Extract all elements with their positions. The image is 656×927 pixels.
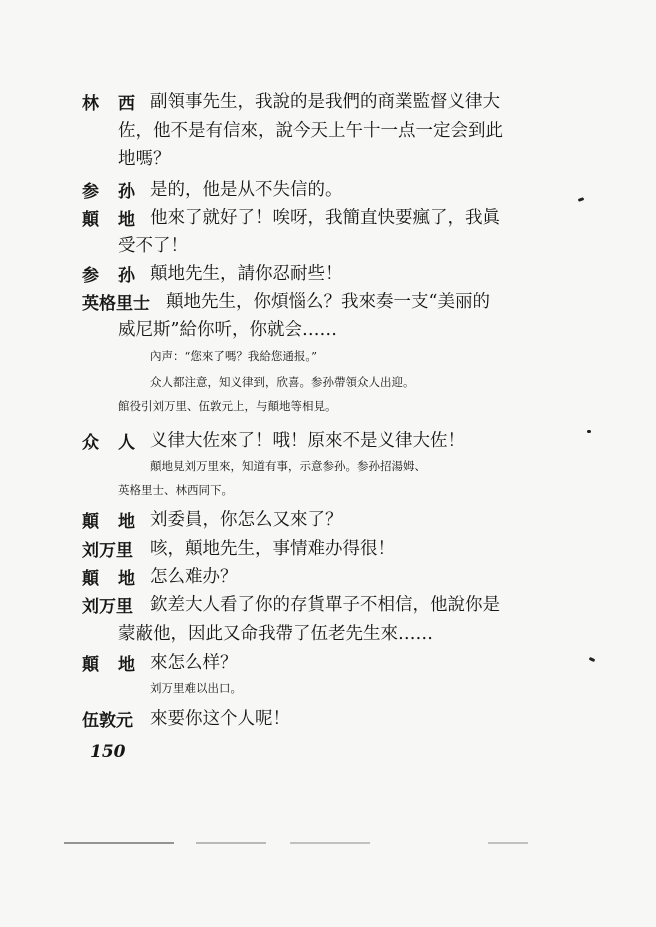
speaker-label: 英格里士 — [82, 294, 150, 314]
dialogue-line: 他來了就好了！唉呀，我簡直快要瘋了，我眞 — [150, 208, 500, 228]
speaker-label: 刘万里 — [82, 541, 133, 561]
scan-speck — [589, 657, 596, 662]
dialogue-line: 佐，他不是有信來，說今天上午十一点一定会到此 — [118, 121, 503, 141]
dialogue-line: 地嗎？ — [118, 149, 171, 169]
dialogue-line: 受不了！ — [118, 236, 188, 256]
stage-direction: 內声：“您來了嗎？我給您通报。” — [150, 349, 318, 363]
dialogue-line: 欽差大人看了你的存貨單子不相信，他說你是 — [150, 595, 500, 615]
page-number: 150 — [90, 742, 126, 762]
speaker-label: 顛 地 — [82, 512, 136, 532]
speaker-label: 顛 地 — [82, 210, 136, 230]
scan-speck — [587, 430, 591, 433]
speaker-label: 刘万里 — [82, 597, 133, 617]
scan-noise — [488, 842, 528, 844]
scan-noise — [290, 842, 370, 844]
stage-direction: 刘万里难以出口。 — [150, 681, 242, 695]
scan-speck — [578, 197, 585, 202]
dialogue-line: 怎么难办？ — [150, 567, 238, 587]
speaker-label: 参 孙 — [82, 182, 136, 202]
dialogue-line: 威尼斯”給你听，你就会…… — [118, 320, 337, 340]
dialogue-line: 顛地先生，你煩惱么？我來奏一支“美丽的 — [166, 292, 490, 312]
speaker-label: 顛 地 — [82, 655, 136, 675]
dialogue-line: 顛地先生，請你忍耐些！ — [150, 264, 343, 284]
stage-direction: 英格里士、林西同下。 — [118, 483, 233, 497]
dialogue-line: 是的，他是从不失信的。 — [150, 180, 343, 200]
speaker-label: 林 西 — [82, 94, 136, 114]
dialogue-line: 咳，顛地先生，事情难办得很！ — [150, 539, 395, 559]
speaker-label: 参 孙 — [82, 266, 136, 286]
dialogue-line: 刘委員，你怎么又來了？ — [150, 510, 343, 530]
scan-noise — [64, 842, 174, 844]
dialogue-line: 來怎么样？ — [150, 653, 238, 673]
stage-direction: 館役引刘万里、伍敦元上，与顛地等相見。 — [118, 399, 337, 413]
scan-noise — [196, 842, 266, 844]
stage-direction: 众人都注意，知义律到，欣喜。参孙帶領众人出迎。 — [150, 375, 415, 389]
dialogue-line: 副領事先生，我說的是我們的商業監督义律大 — [150, 92, 500, 112]
speaker-label: 众 人 — [82, 433, 136, 453]
speaker-label: 顛 地 — [82, 569, 136, 589]
dialogue-line: 义律大佐來了！哦！原來不是义律大佐！ — [150, 431, 465, 451]
stage-direction: 顛地見刘万里來，知道有事，示意参孙。参孙招湯姆、 — [150, 459, 426, 473]
dialogue-line: 蒙蔽他，因此又命我帶了伍老先生來…… — [118, 624, 433, 644]
dialogue-line: 來要你这个人呢！ — [150, 709, 290, 729]
speaker-label: 伍敦元 — [82, 711, 133, 731]
